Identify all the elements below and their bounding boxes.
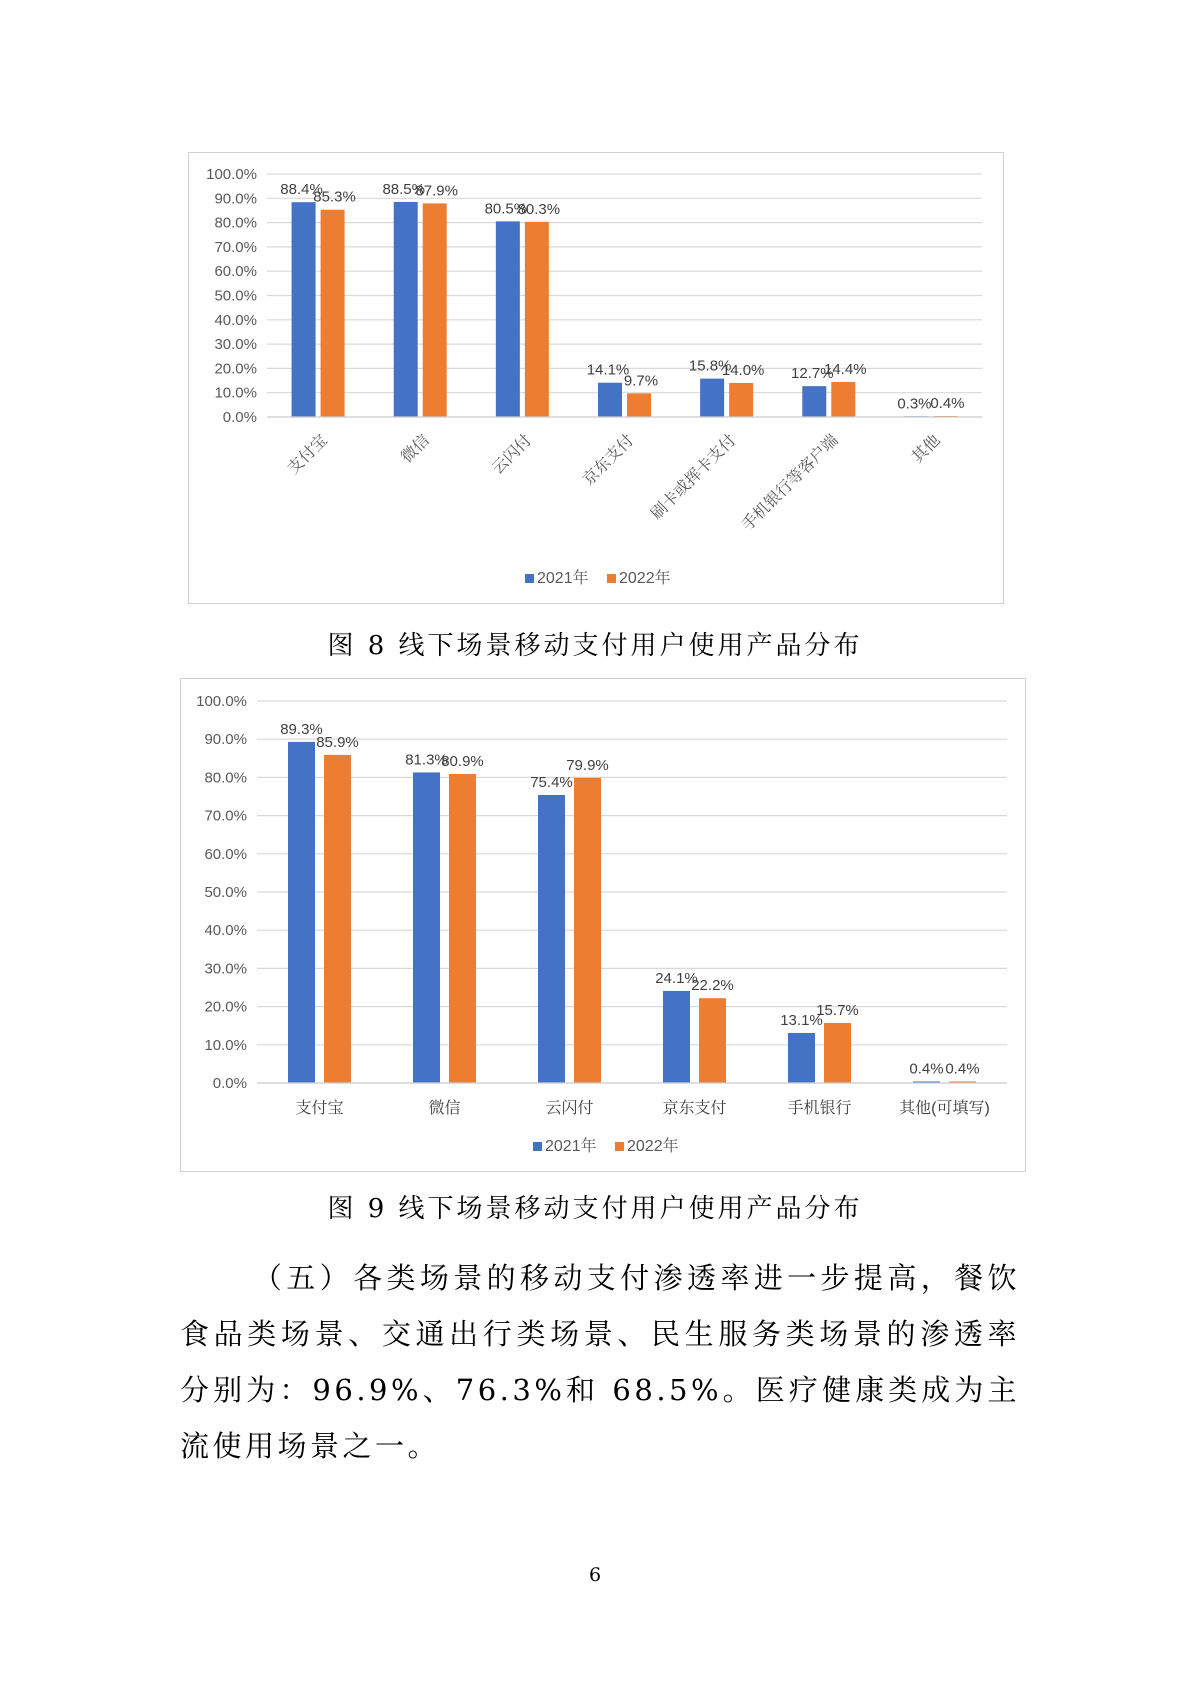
data-label: 14.0%	[721, 361, 765, 379]
bar-a	[788, 1033, 815, 1083]
bar-a	[700, 379, 724, 417]
y-tick-label: 40.0%	[204, 922, 247, 940]
y-tick-label: 100.0%	[206, 166, 257, 183]
y-tick-label: 0.0%	[212, 1075, 247, 1092]
data-label: 0.4%	[930, 395, 965, 413]
x-tick-label: 支付宝	[295, 1100, 344, 1117]
data-label: 79.9%	[566, 756, 609, 774]
data-label: 88.4%	[280, 181, 323, 199]
bar-a	[292, 202, 316, 417]
bar-b	[574, 778, 601, 1083]
data-label: 81.3%	[405, 751, 448, 769]
bar-b	[627, 393, 651, 417]
data-label: 80.5%	[484, 200, 528, 218]
bar-a	[538, 795, 565, 1083]
y-tick-label: 60.0%	[214, 263, 257, 281]
legend-swatch	[607, 574, 616, 583]
data-label: 89.3%	[280, 720, 323, 738]
y-tick-label: 10.0%	[204, 1036, 247, 1054]
data-label: 24.1%	[655, 969, 698, 987]
data-label: 85.3%	[313, 188, 356, 206]
bar-b	[423, 203, 447, 417]
legend-label: 2021年	[545, 1138, 597, 1155]
y-tick-label: 90.0%	[214, 190, 257, 208]
y-tick-label: 50.0%	[204, 884, 247, 901]
data-label: 0.3%	[897, 395, 932, 413]
bar-b	[321, 210, 345, 417]
bar-b	[824, 1023, 851, 1083]
x-tick-label: 支付宝	[284, 431, 331, 478]
y-tick-label: 10.0%	[214, 384, 257, 402]
bar-a	[663, 991, 690, 1083]
y-tick-label: 50.0%	[214, 287, 257, 305]
data-label: 87.9%	[415, 182, 458, 200]
y-tick-label: 40.0%	[214, 311, 257, 329]
x-tick-label: 京东支付	[662, 1100, 727, 1117]
data-label: 0.4%	[909, 1060, 944, 1078]
y-tick-label: 70.0%	[214, 238, 257, 256]
bar-a	[802, 386, 826, 417]
x-tick-label: 云闪付	[489, 431, 536, 478]
data-label: 75.4%	[530, 773, 573, 791]
chart-1-svg	[189, 153, 1005, 605]
legend-swatch	[525, 574, 534, 583]
y-tick-label: 70.0%	[204, 807, 247, 825]
data-label: 80.9%	[441, 752, 484, 770]
bar-a	[394, 202, 418, 417]
bar-b	[449, 774, 476, 1083]
data-label: 9.7%	[623, 372, 659, 390]
x-tick-label: 手机银行等客户端	[739, 431, 842, 535]
data-label: 14.4%	[824, 361, 867, 379]
x-tick-label: 手机银行	[787, 1100, 852, 1117]
y-tick-label: 20.0%	[214, 360, 257, 378]
chart-2-svg	[181, 679, 1027, 1173]
x-tick-label: 其他	[909, 431, 944, 467]
x-tick-label: 刷卡或挥卡支付	[648, 431, 740, 524]
bar-a	[496, 221, 520, 417]
data-label: 13.1%	[780, 1011, 823, 1029]
bar-a	[413, 772, 440, 1083]
y-tick-label: 60.0%	[204, 845, 247, 863]
page-number: 6	[588, 1564, 602, 1586]
legend-label: 2022年	[619, 570, 671, 587]
data-label: 14.1%	[586, 361, 630, 379]
x-tick-label: 微信	[398, 431, 434, 467]
y-tick-label: 20.0%	[204, 998, 247, 1016]
data-label: 12.7%	[791, 365, 834, 383]
y-tick-label: 80.0%	[214, 214, 257, 232]
legend-label: 2021年	[537, 570, 589, 587]
y-tick-label: 0.0%	[222, 409, 257, 426]
x-tick-label: 云闪付	[545, 1100, 594, 1117]
y-tick-label: 90.0%	[204, 731, 247, 749]
bar-b	[324, 755, 351, 1083]
bar-b	[699, 998, 726, 1083]
body-paragraph	[180, 1250, 1020, 1474]
data-label: 22.2%	[691, 977, 734, 995]
figure-9-caption: 图 9 线下场景移动支付用户使用产品分布	[327, 1194, 863, 1224]
bar-b	[729, 383, 753, 417]
y-tick-label: 80.0%	[204, 769, 247, 787]
y-tick-label: 30.0%	[204, 960, 247, 978]
data-label: 15.7%	[816, 1002, 859, 1020]
x-tick-label: 其他(可填写)	[899, 1100, 990, 1117]
x-tick-label: 京东支付	[580, 431, 638, 490]
bar-a	[288, 742, 315, 1083]
data-label: 0.4%	[945, 1060, 980, 1078]
bar-b	[525, 222, 549, 417]
legend-swatch	[533, 1142, 542, 1151]
data-label: 88.5%	[382, 180, 425, 198]
chart-1	[188, 152, 1004, 604]
bar-a	[598, 383, 622, 417]
chart-2	[180, 678, 1026, 1172]
y-tick-label: 100.0%	[196, 693, 247, 710]
data-label: 80.3%	[517, 200, 561, 218]
data-label: 15.8%	[688, 357, 732, 375]
legend-label: 2022年	[627, 1138, 679, 1155]
bar-b	[831, 382, 855, 417]
legend-swatch	[615, 1142, 624, 1151]
figure-8-caption: 图 8 线下场景移动支付用户使用产品分布	[327, 631, 863, 661]
body-paragraph-text: （五）各类场景的移动支付渗透率进一步提高，餐饮食品类场景、交通出行类场景、民生服务类场景的渗透率分别为：96.9%、76.3%和 68.5%。医疗健康类成为主流使用场景之一。	[180, 1261, 1020, 1463]
x-tick-label: 微信	[428, 1100, 461, 1117]
data-label: 85.9%	[316, 733, 359, 751]
y-tick-label: 30.0%	[214, 336, 257, 354]
